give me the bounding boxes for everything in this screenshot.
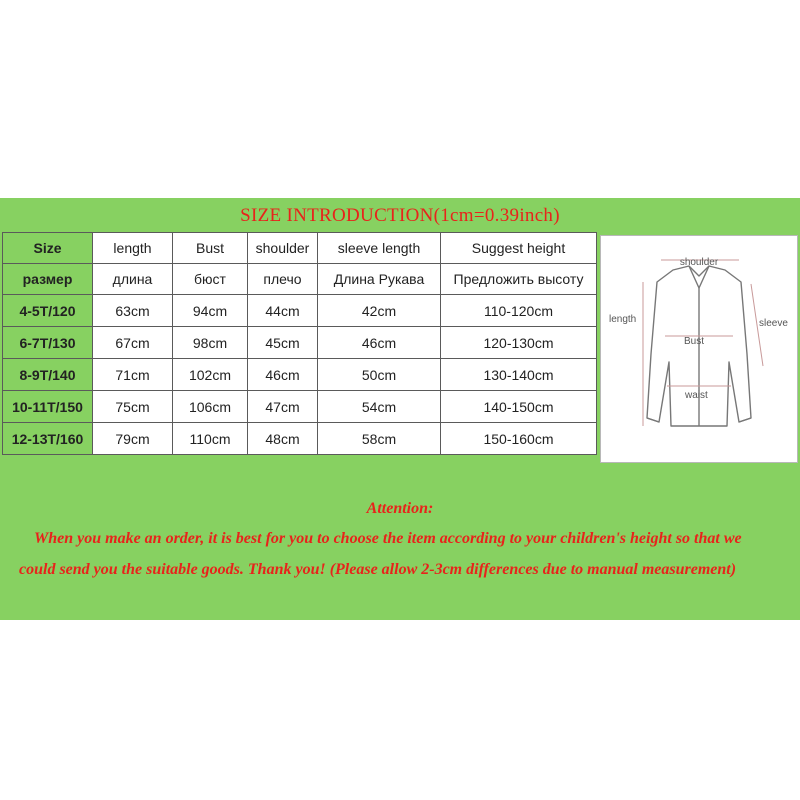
suggest-height-cell: 120-130cm (441, 327, 597, 359)
header-size: Size (3, 233, 93, 264)
sleeve-length-cell: 58cm (318, 423, 441, 455)
size-cell: 12-13T/160 (3, 423, 93, 455)
bust-cell: 94cm (173, 295, 248, 327)
attention-note-line-2: could send you the suitable goods. Thank you! (Please allow 2-3cm differences due to manual measurement) (19, 561, 737, 578)
bust-cell: 106cm (173, 391, 248, 423)
table-row (3, 295, 597, 327)
attention-heading: Attention: (366, 500, 434, 517)
size-cell: 6-7T/130 (3, 327, 93, 359)
sleeve-length-cell: 42cm (318, 295, 441, 327)
shoulder-cell: 48cm (248, 423, 318, 455)
bust-cell: 110cm (173, 423, 248, 455)
size-cell: 4-5T/120 (3, 295, 93, 327)
header-bust: Bust (173, 233, 248, 264)
size-cell: 8-9T/140 (3, 359, 93, 391)
sleeve-length-cell: 46cm (318, 327, 441, 359)
suggest-height-cell: 130-140cm (441, 359, 597, 391)
table-row (3, 327, 597, 359)
diagram-label-sleeve: sleeve (759, 318, 788, 329)
table-row (3, 423, 597, 455)
table-row (3, 391, 597, 423)
header-shoulder: shoulder (248, 233, 318, 264)
shoulder-cell: 47cm (248, 391, 318, 423)
length-cell: 63cm (93, 295, 173, 327)
header-suggest-height-ru: Предложить высоту (441, 264, 597, 295)
length-cell: 71cm (93, 359, 173, 391)
shirt-outline-icon (601, 236, 797, 462)
diagram-label-shoulder: shoulder (679, 257, 719, 268)
header-bust-ru: бюст (173, 264, 248, 295)
diagram-label-length: length (609, 314, 637, 325)
sleeve-length-cell: 54cm (318, 391, 441, 423)
suggest-height-cell: 150-160cm (441, 423, 597, 455)
header-length: length (93, 233, 173, 264)
shoulder-cell: 45cm (248, 327, 318, 359)
attention-note-line-1: When you make an order, it is best for you to choose the item according to your children's height so that we (34, 530, 742, 547)
header-sleeve-length-ru: Длина Рукава (318, 264, 441, 295)
header-size-ru: размер (3, 264, 93, 295)
header-sleeve-length: sleeve length (318, 233, 441, 264)
size-cell: 10-11T/150 (3, 391, 93, 423)
sleeve-length-cell: 50cm (318, 359, 441, 391)
shoulder-cell: 46cm (248, 359, 318, 391)
header-row-russian (3, 264, 597, 295)
header-length-ru: длина (93, 264, 173, 295)
diagram-label-bust: Bust (684, 336, 705, 347)
header-row-english (3, 233, 597, 264)
length-cell: 75cm (93, 391, 173, 423)
diagram-label-waist: waist (685, 390, 708, 401)
suggest-height-cell: 110-120cm (441, 295, 597, 327)
header-shoulder-ru: плечо (248, 264, 318, 295)
shoulder-cell: 44cm (248, 295, 318, 327)
table-row (3, 359, 597, 391)
size-chart-title: SIZE INTRODUCTION(1cm=0.39inch) (240, 205, 560, 226)
shirt-measurement-diagram (600, 235, 798, 463)
bust-cell: 102cm (173, 359, 248, 391)
length-cell: 67cm (93, 327, 173, 359)
bust-cell: 98cm (173, 327, 248, 359)
suggest-height-cell: 140-150cm (441, 391, 597, 423)
length-cell: 79cm (93, 423, 173, 455)
header-suggest-height: Suggest height (441, 233, 597, 264)
size-table (2, 232, 597, 455)
